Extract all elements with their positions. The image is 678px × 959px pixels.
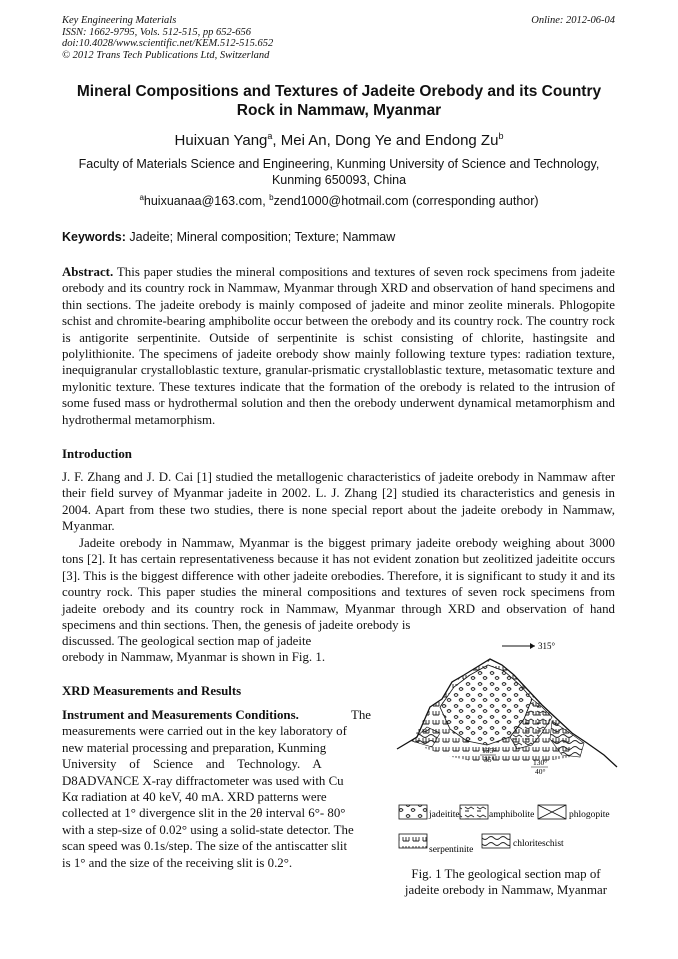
arrowhead-icon [530, 643, 535, 649]
intro-paragraph-2: Jadeite orebody in Nammaw, Myanmar is the biggest primary jadeite orebody weighing about 3000 tons [2]. It has certain representativeness because it has not evident zonation but zeolitized jadeitite occurs [3]. This is the biggest difference with other jadeite orebodies. Therefore, it is significant to study it and its country rock. This paper studies the mineral compositions and textures of seven rock specimens from jadeite orebody and its country rock in Nammaw, Myanmar through XRD and observation of hand specimens and thin sections. Then, the genesis of jadeite orebody is [62, 536, 615, 633]
author-list [62, 131, 616, 149]
email-a: huixuanaa@163.com, [143, 194, 270, 209]
intro-paragraph-2-end [62, 633, 372, 666]
author-rest-sup: b [498, 131, 504, 141]
legend-jadeitite-label: jadeitite [429, 810, 460, 820]
xrd-line: D8ADVANCE X-ray diffractometer was used with Cu [62, 773, 344, 788]
xrd-heading: XRD Measurements and Results [62, 684, 242, 698]
xrd-line: collected at 1° divergence slit in the 2θ interval 6°- 80° [62, 806, 346, 821]
intro-end-line-2: orebody in Nammaw, Myanmar is shown in Fig. 1. [62, 650, 326, 665]
legend-serpentinite-swatch [399, 834, 427, 848]
xrd-line: University of Science and Technology. A [62, 757, 322, 772]
abstract [62, 264, 615, 428]
issn-line: ISSN: 1662-9795, Vols. 512-515, pp 652-656 [62, 26, 251, 38]
direction-label: 315° [538, 641, 556, 651]
xrd-runin: Instrument and Measurements Conditions. [62, 708, 299, 722]
xrd-line: with a step-size of 0.02° using a solid-state detector. The [62, 822, 354, 837]
dip-angle-1-bottom: 35° [484, 755, 495, 764]
title-line-1: Mineral Compositions and Textures of Jadeite Orebody and its Country [76, 83, 602, 100]
caption-line-2: jadeite orebody in Nammaw, Myanmar [404, 883, 608, 897]
author-rest: , Mei An, Dong Ye and Endong Zu [272, 132, 499, 149]
legend-jadeitite-swatch [399, 805, 427, 819]
affiliation-line-1: Faculty of Materials Science and Engineering, Kunming University of Science and Technology, [78, 157, 600, 171]
dip-angle-2-top: 130° [533, 758, 548, 767]
abstract-text: This paper studies the mineral compositions and textures of seven rock specimens from jadeite orebody and its country rock in Nammaw, Myanmar through XRD and observation of hand specimens and thin sections. The jadeite orebody is mainly composed of jadeite and minor zeolite minerals. Phlogopite schist and chromite-bearing amphibolite occur between the orebody and its country rock. The country rock is antigorite serpentinite. Outside of serpentinite is schist consisting of chlorite, hastingsite and polylithionite. The specimens of jadeite orebody show mainly following texture types: radiation texture, inequigranular crystalloblastic texture, granular-prismatic crystalloblastic texture, metasomatic texture and mylonitic texture. These textures indicate that the formation of the orebody is related to the intrusion of some fused mass or hydrothermal solution and then the orebody underwent dynamical metamorphism and hydrothermal metamorphism. [62, 265, 615, 427]
email-b: zend1000@hotmail.com (corresponding author) [273, 194, 539, 209]
xrd-line: measurements were carried out in the key laboratory of [62, 724, 347, 739]
figure-caption [392, 866, 620, 898]
doi-line: doi:10.4028/www.scientific.net/KEM.512-515.652 [62, 38, 274, 49]
abstract-label: Abstract. [62, 265, 114, 279]
email-line [62, 193, 616, 208]
affiliation-line-2: Kunming 650093, China [271, 173, 407, 187]
legend-amphibolite-swatch [460, 805, 488, 819]
legend-chloriteschist-label: chloriteschist [513, 839, 564, 849]
caption-line-1: Fig. 1 The geological section map of [411, 867, 601, 881]
xrd-first-line [62, 707, 371, 723]
dip-angle-1-top: 135° [482, 746, 497, 755]
xrd-line: Kα radiation at 40 keV, 40 mA. XRD patterns were [62, 790, 327, 805]
intro-heading: Introduction [62, 447, 132, 461]
xrd-line: is 1° and the size of the receiving slit is 0.2°. [62, 855, 293, 870]
copyright-line: © 2012 Trans Tech Publications Ltd, Switzerland [62, 49, 270, 61]
legend-serpentinite-label: serpentinite [429, 845, 474, 855]
legend-amphibolite-label: amphibolite [489, 810, 535, 820]
author-1-sup: a [267, 131, 273, 141]
online-date: Online: 2012-06-04 [531, 15, 615, 26]
xrd-runin-tail: The [350, 708, 371, 722]
dip-angle-2-bottom: 40° [535, 767, 546, 776]
keywords [62, 230, 395, 244]
keywords-text: Jadeite; Mineral composition; Texture; Nammaw [125, 230, 396, 244]
email-b-sup: b [269, 193, 274, 202]
title-line-2: Rock in Nammaw, Myanmar [236, 102, 442, 119]
xrd-paragraph [62, 707, 371, 871]
keywords-label: Keywords: [62, 230, 126, 244]
geological-section-map [392, 637, 622, 862]
intro-paragraph-1: J. F. Zhang and J. D. Cai [1] studied the metallogenic characteristics of jadeite orebody in Nammaw after their field survey of Myanmar jadeite in 2002. L. J. Zhang [2] studied its characteristics and genesis in 2004. Apart from these two studies, there is none special report about the jadeite orebody in Nammaw, Myanmar. [62, 470, 615, 534]
legend-chloriteschist-swatch [482, 834, 510, 848]
email-a-sup: a [139, 193, 144, 202]
legend-phlogopite-label: phlogopite [569, 810, 610, 820]
author-1: Huixuan Yang [174, 132, 268, 149]
intro-end-line-1: discussed. The geological section map of jadeite [62, 634, 312, 648]
journal-header [62, 15, 273, 61]
paper-title [62, 82, 616, 120]
xrd-line: scan speed was 0.1s/step. The size of the antiscatter slit [62, 839, 348, 854]
journal-name: Key Engineering Materials [62, 15, 177, 26]
xrd-line: new material processing and preparation, Kunming [62, 740, 327, 755]
affiliation [62, 156, 616, 188]
